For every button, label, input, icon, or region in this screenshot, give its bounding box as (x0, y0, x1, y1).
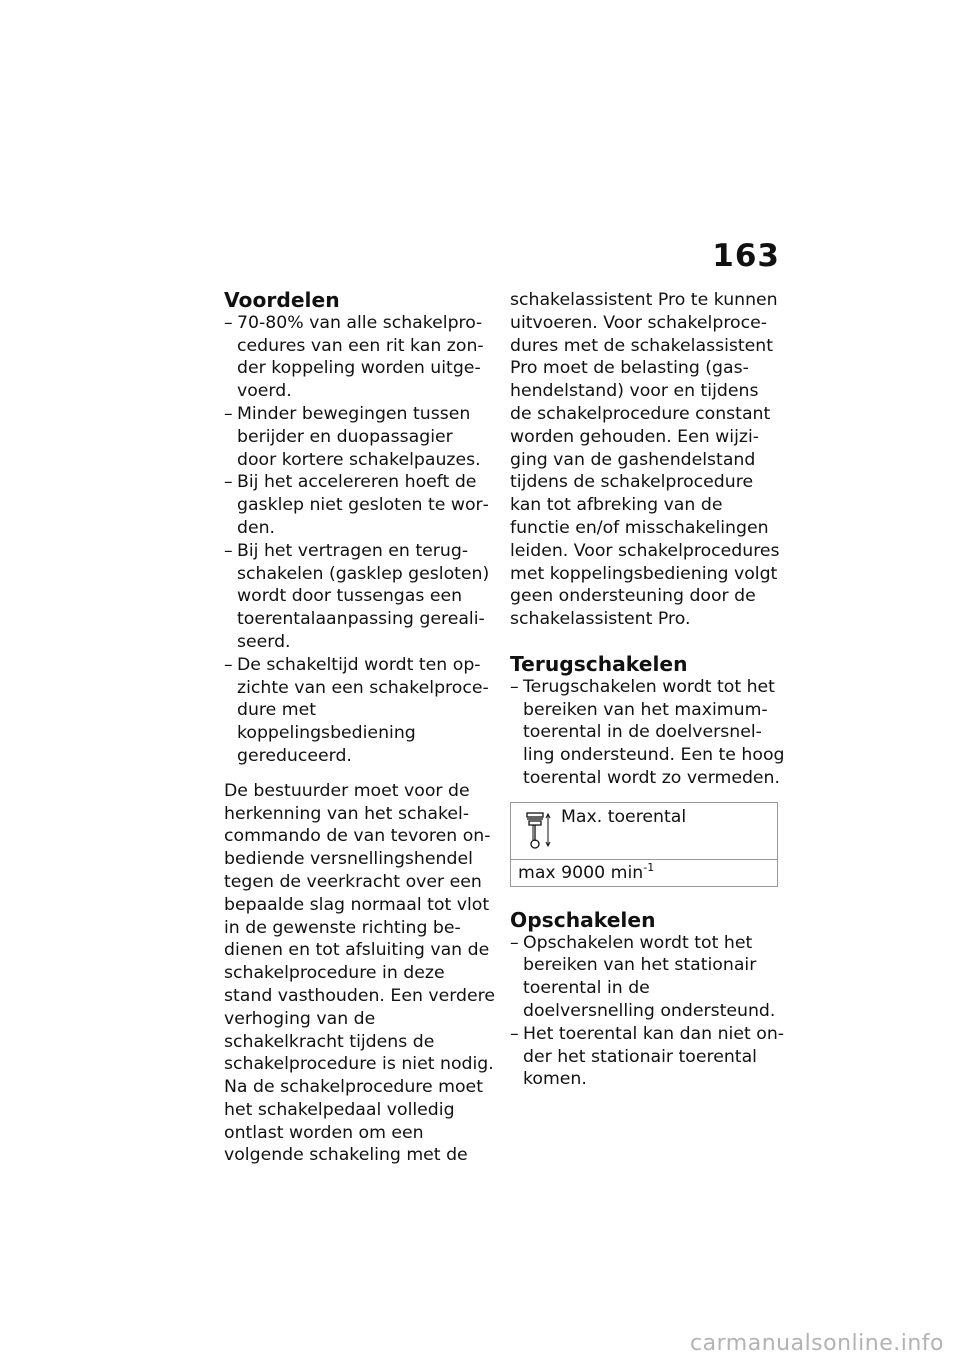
watermark: carmanualsonline.info (690, 1331, 944, 1356)
list-item: – Bij het accelereren hoeft de gasklep niet gesloten te worden. (224, 471, 496, 539)
list-item: – Het toerental kan dan niet onder het stationair toerental komen. (510, 1023, 785, 1091)
spec-label: Max. toerental (561, 806, 687, 827)
spec-value: max 9000 min (518, 862, 644, 883)
downshift-heading: Terugschakelen (510, 651, 688, 676)
piston-icon (511, 803, 561, 859)
list-item: – Opschakelen wordt tot het bereiken van het stationair toerental in de doelversnelling ondersteund. (510, 932, 785, 1023)
spec-table (510, 802, 778, 887)
advantages-heading: Voordelen (224, 288, 340, 312)
right-column (510, 289, 785, 1091)
list-item: – Minder bewegingen tussen berijder en duopassagier door kortere schakelpauzes. (224, 403, 496, 471)
advantages-list (224, 312, 496, 768)
left-column (224, 289, 496, 1167)
spec-value-row (511, 860, 777, 886)
downshift-list (510, 676, 785, 790)
page-number: 163 (712, 238, 780, 274)
operation-paragraph: De bestuurder moet voor de herkenning van het schakelcommando de van tevoren onbediende versnellingshendel tegen de veerkracht over een bepaalde slag normaal tot vlot in de gewenste richting bedienen en tot afsluiting van de schakelprocedure in deze stand vasthouden. Een verdere verhoging van de schakelkracht tijdens de schakelprocedure is niet nodig. Na de schakelprocedure moet het schakelpedaal volledig ontlast worden om een volgende schakeling met de (224, 780, 496, 1166)
continuation-paragraph: schakelassistent Pro te kunnen uitvoeren. Voor schakelprocedures met de schakelassistent Pro moet de belasting (gashendelstand) voor en tijdens de schakelprocedure constant worden gehouden. Een wijziging van de gashendelstand tijdens de schakelprocedure kan tot afbreking van de functie en/of misschakelingen leiden. Voor schakelprocedures met koppelingsbediening volgt geen ondersteuning door de schakelassistent Pro. (510, 290, 780, 630)
list-item: – De schakeltijd wordt ten opzichte van een schakelprocedure met koppelingsbediening gereduceerd. (224, 654, 496, 768)
upshift-heading: Opschakelen (510, 907, 656, 932)
list-item: – Bij het vertragen en terugschakelen (gasklep gesloten) wordt door tussengas een toerentalaanpassing gerealiseerd. (224, 540, 496, 654)
upshift-list (510, 932, 785, 1092)
list-item: – 70-80% van alle schakelprocedures van een rit kan zonder koppeling worden uitgevoerd. (224, 312, 496, 403)
spec-unit-exponent: -1 (643, 860, 655, 874)
list-item: – Terugschakelen wordt tot het bereiken van het maximumtoerental in de doelversnelling ondersteund. Een te hoog toerental wordt zo vermeden. (510, 676, 785, 790)
spec-header-row (511, 803, 777, 860)
